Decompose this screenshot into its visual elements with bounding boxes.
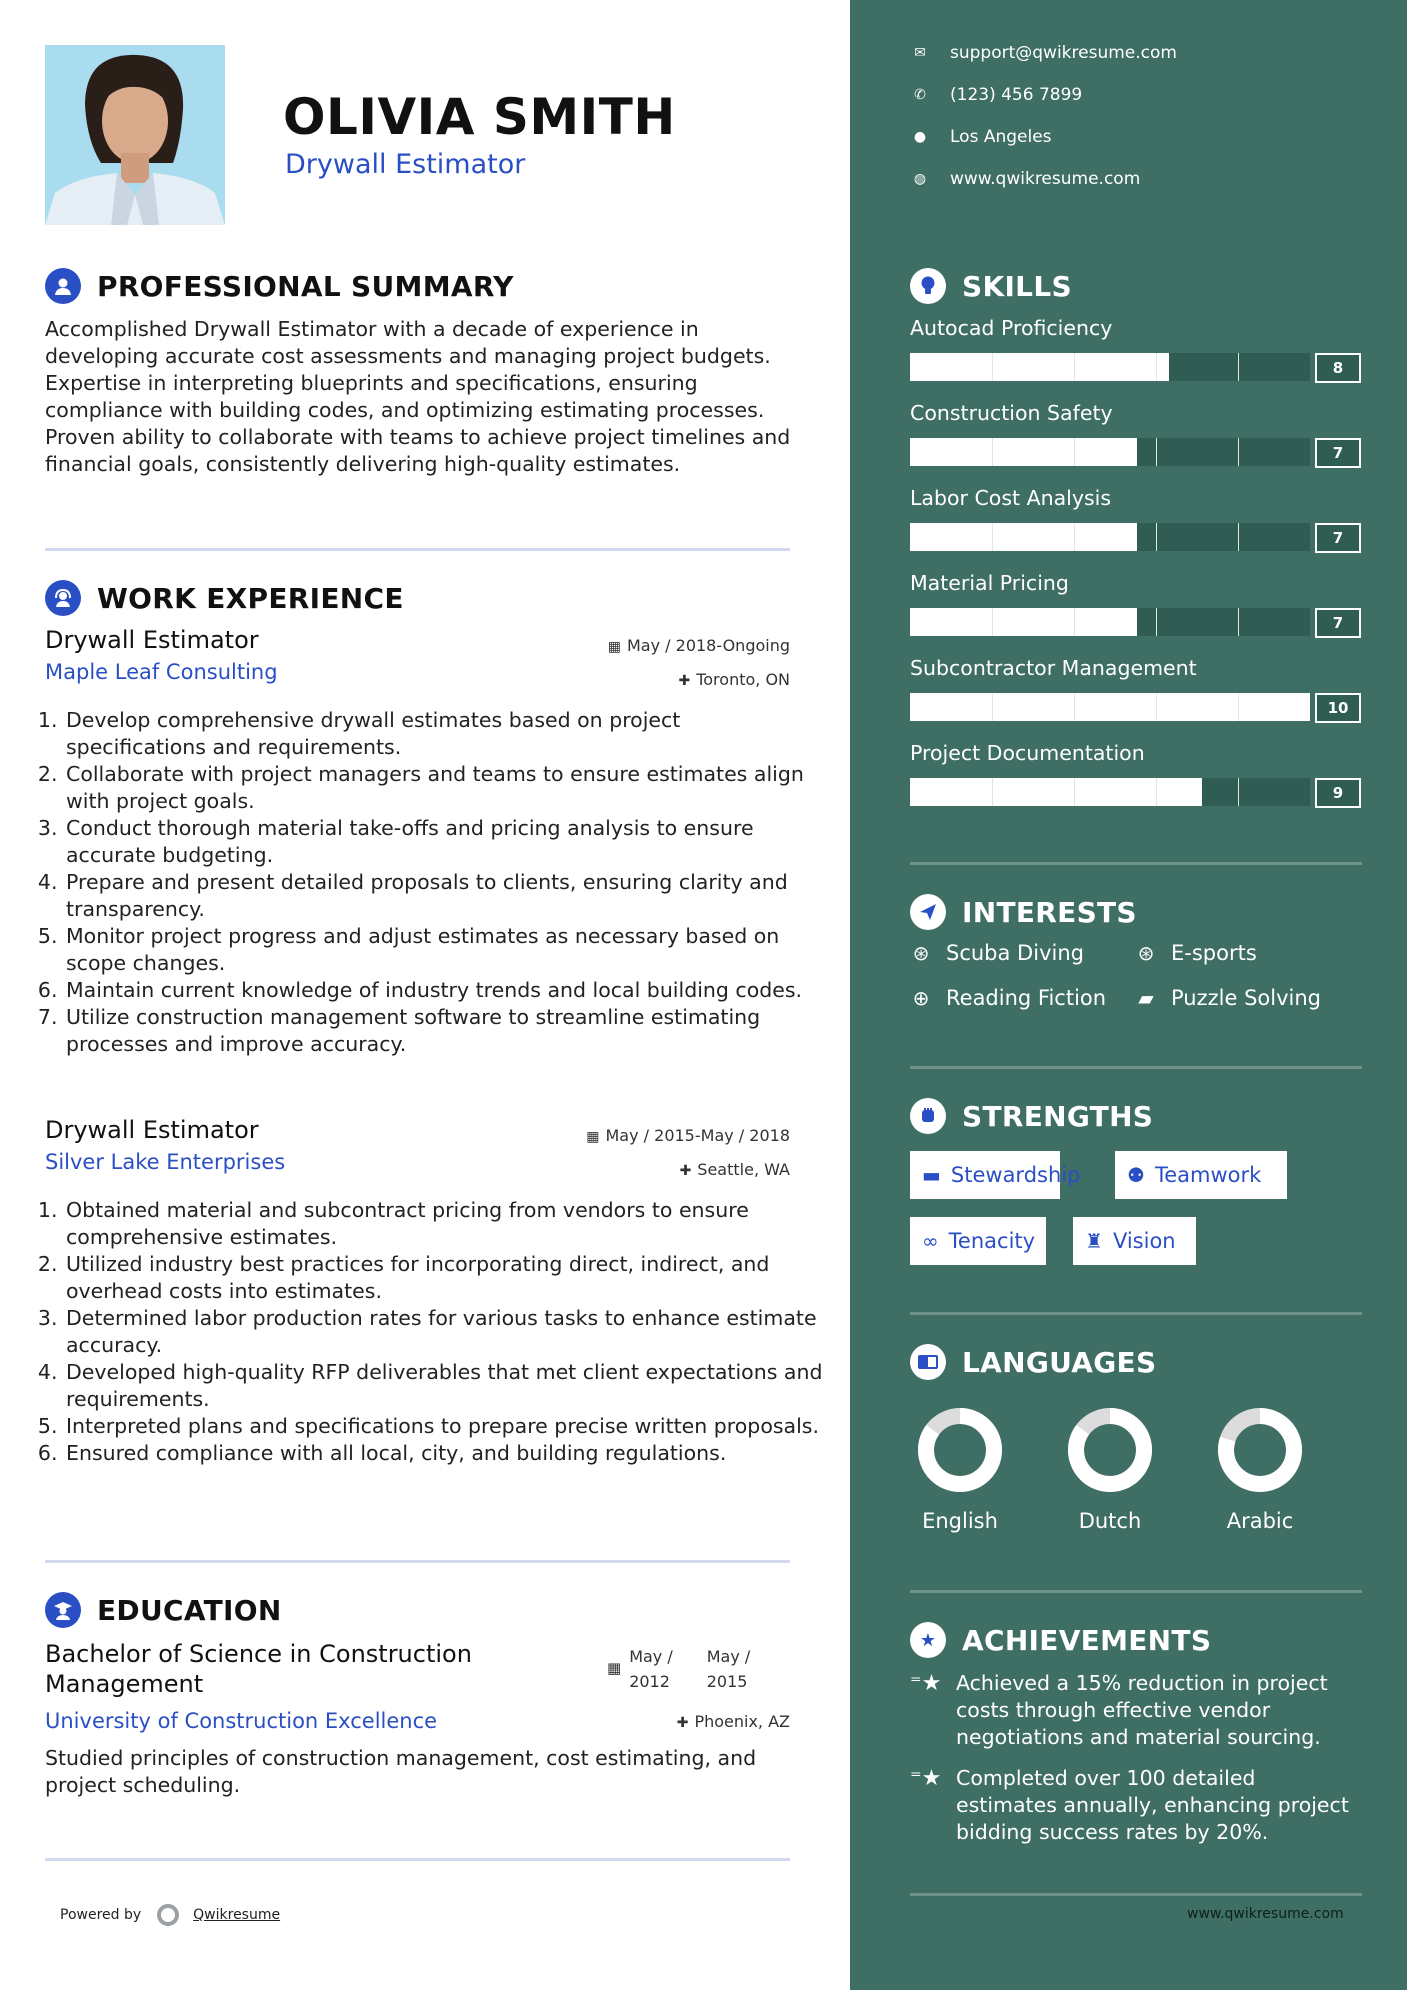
gamepad-icon: ⊕ bbox=[912, 986, 930, 1010]
job-entry bbox=[45, 626, 790, 689]
calendar-icon: ▦ bbox=[607, 1659, 622, 1677]
contact-email[interactable]: ✉ support@qwikresume.com bbox=[910, 43, 1177, 63]
skill-bar-segment bbox=[992, 353, 993, 381]
skill-score: 10 bbox=[1315, 693, 1361, 723]
languages-title: LANGUAGES bbox=[962, 1345, 1157, 1379]
duty-item: 7. Utilize construction management software to streamline estimating processes and improve accuracy. bbox=[64, 1004, 824, 1058]
lightbulb-icon bbox=[910, 268, 946, 304]
job-dates: ▦ May / 2018-Ongoing bbox=[607, 636, 790, 655]
skill-bar-segment bbox=[1238, 778, 1239, 806]
section-divider bbox=[910, 1312, 1362, 1315]
skill-score: 9 bbox=[1315, 778, 1361, 808]
skill-name: Labor Cost Analysis bbox=[910, 486, 1112, 510]
section-divider bbox=[45, 1858, 790, 1861]
skill-bar-segment bbox=[1156, 438, 1157, 466]
envelope-icon: ✉ bbox=[914, 45, 926, 61]
calendar-icon: ▦ bbox=[586, 1129, 600, 1145]
language-item bbox=[1050, 1405, 1170, 1533]
skill-name: Project Documentation bbox=[910, 741, 1145, 765]
skill-bar-segment bbox=[1074, 778, 1075, 806]
skill-score: 7 bbox=[1315, 608, 1361, 638]
duty-item: 5. Interpreted plans and specifications to prepare precise written proposals. bbox=[64, 1413, 824, 1440]
skill-score: 7 bbox=[1315, 523, 1361, 553]
link-icon: ∞ bbox=[922, 1229, 939, 1253]
language-donut bbox=[1215, 1405, 1305, 1495]
skill-bar-segment bbox=[1238, 438, 1239, 466]
language-item bbox=[900, 1405, 1020, 1533]
lifebuoy-icon: ⊛ bbox=[1137, 941, 1155, 965]
pin-icon: ✚ bbox=[676, 1715, 689, 1731]
summary-header bbox=[45, 268, 514, 304]
duty-item: 5. Monitor project progress and adjust estimates as necessary based on scope changes. bbox=[64, 923, 824, 977]
language-name: Arabic bbox=[1226, 1509, 1294, 1533]
duty-item: 2. Collaborate with project managers and teams to ensure estimates align with project goals. bbox=[64, 761, 824, 815]
skill-bar-segment bbox=[1156, 693, 1157, 721]
education-title: EDUCATION bbox=[97, 1593, 282, 1627]
paper-plane-icon bbox=[910, 894, 946, 930]
fist-icon bbox=[910, 1098, 946, 1134]
work-header bbox=[45, 580, 404, 616]
work-title: WORK EXPERIENCE bbox=[97, 581, 404, 615]
duty-item: 4. Prepare and present detailed proposals to clients, ensuring clarity and transparency. bbox=[64, 869, 824, 923]
calendar-icon: ▦ bbox=[607, 639, 621, 655]
candidate-role: Drywall Estimator bbox=[285, 149, 526, 180]
job-entry bbox=[45, 1116, 790, 1179]
language-donut bbox=[915, 1405, 1005, 1495]
section-divider bbox=[910, 1893, 1362, 1896]
skills-title: SKILLS bbox=[962, 269, 1072, 303]
education-header bbox=[45, 1592, 282, 1628]
skill-bar-fill bbox=[910, 693, 1310, 721]
strength-tag: ▬ Stewardship bbox=[910, 1151, 1060, 1199]
star-icon: ★ bbox=[910, 1622, 946, 1658]
duty-item: 3. Conduct thorough material take-offs and pricing analysis to ensure accurate budgeting. bbox=[64, 815, 824, 869]
section-divider bbox=[910, 1590, 1362, 1593]
language-name: English bbox=[922, 1509, 998, 1533]
language-icon bbox=[910, 1344, 946, 1380]
interest-item: ⊕ Reading Fiction bbox=[910, 986, 1106, 1010]
interest-item: ▰ Puzzle Solving bbox=[1135, 986, 1321, 1010]
school-name: University of Construction Excellence bbox=[45, 1709, 438, 1733]
job-dates: ▦ May / 2015-May / 2018 bbox=[586, 1126, 790, 1145]
skill-bar-segment bbox=[1074, 438, 1075, 466]
duty-item: 6. Ensured compliance with all local, city, and building regulations. bbox=[64, 1440, 824, 1467]
pin-icon: ✚ bbox=[679, 1163, 692, 1179]
skill-bar-fill bbox=[910, 353, 1169, 381]
skill-score: 8 bbox=[1315, 353, 1361, 383]
skill-bar bbox=[910, 523, 1310, 551]
lifebuoy-icon: ⊛ bbox=[912, 941, 930, 965]
powered-by: Powered by Qwikresume bbox=[60, 1904, 280, 1926]
skill-name: Construction Safety bbox=[910, 401, 1113, 425]
skill-bar-segment bbox=[1238, 523, 1239, 551]
user-icon bbox=[45, 268, 81, 304]
contact-location: ● Los Angeles bbox=[910, 127, 1052, 147]
achievements-header bbox=[910, 1622, 1211, 1658]
skill-bar-segment bbox=[1156, 778, 1157, 806]
strength-tag: ♜ Vision bbox=[1073, 1217, 1196, 1265]
section-divider bbox=[45, 548, 790, 551]
interest-item: ⊛ E-sports bbox=[1135, 941, 1257, 965]
interests-title: INTERESTS bbox=[962, 895, 1137, 929]
interests-header bbox=[910, 894, 1137, 930]
sidebar bbox=[850, 0, 1407, 1990]
interest-item: ⊛ Scuba Diving bbox=[910, 941, 1084, 965]
strengths-title: STRENGTHS bbox=[962, 1099, 1154, 1133]
duty-item: 6. Maintain current knowledge of industry trends and local building codes. bbox=[64, 977, 824, 1004]
skill-bar-segment bbox=[1074, 608, 1075, 636]
skill-bar-fill bbox=[910, 608, 1137, 636]
skill-bar bbox=[910, 693, 1310, 721]
footer-website[interactable]: www.qwikresume.com bbox=[1187, 1906, 1344, 1922]
phone-icon: ✆ bbox=[914, 87, 926, 103]
strengths-header bbox=[910, 1098, 1153, 1134]
skill-bar-segment bbox=[1156, 523, 1157, 551]
skill-bar-segment bbox=[992, 778, 993, 806]
skill-bar-segment bbox=[1074, 353, 1075, 381]
skill-bar-segment bbox=[1238, 693, 1239, 721]
skill-bar-segment bbox=[992, 608, 993, 636]
skills-header bbox=[910, 268, 1072, 304]
education-location: ✚ Phoenix, AZ bbox=[676, 1712, 790, 1731]
globe-icon: ◍ bbox=[913, 171, 927, 187]
shooting-star-icon: ⁼★ bbox=[910, 1766, 942, 1791]
language-item bbox=[1200, 1405, 1320, 1533]
job-duties bbox=[38, 1197, 824, 1467]
strength-tag: ⚉ Teamwork bbox=[1115, 1151, 1287, 1199]
education-description: Studied principles of construction management, cost estimating, and project scheduling. bbox=[45, 1746, 757, 1797]
summary-text: Accomplished Drywall Estimator with a decade of experience in developing accurate cost assessments and managing project budgets. Expertise in interpreting blueprints and specifications, ensuring compliance with building codes, and optimizing estimating processes. Proven ability to collaborate with teams to achieve project timelines and financial goals, consistently delivering high-quality estimates. bbox=[45, 317, 791, 476]
skill-bar-segment bbox=[992, 438, 993, 466]
education-dates: ▦ May / 2012 May / 2015 bbox=[607, 1644, 750, 1694]
summary-title: PROFESSIONAL SUMMARY bbox=[97, 269, 514, 303]
skill-bar-segment bbox=[1238, 353, 1239, 381]
degree-title: Bachelor of Science in Construction Management bbox=[45, 1640, 472, 1698]
skill-bar-fill bbox=[910, 523, 1137, 551]
map-pin-icon: ● bbox=[913, 129, 927, 145]
brand-link[interactable]: Qwikresume bbox=[193, 1907, 281, 1923]
skill-bar bbox=[910, 608, 1310, 636]
skill-score: 7 bbox=[1315, 438, 1361, 468]
job-title: Drywall Estimator bbox=[45, 1116, 259, 1144]
language-name: Dutch bbox=[1078, 1509, 1142, 1533]
skill-bar bbox=[910, 778, 1310, 806]
skill-bar-segment bbox=[1156, 353, 1157, 381]
achievement-item: ⁼★ Completed over 100 detailed estimates annually, enhancing project bidding success rates by 20%. bbox=[910, 1766, 1349, 1844]
briefcase-icon: ▬ bbox=[922, 1163, 941, 1187]
skill-bar-fill bbox=[910, 438, 1137, 466]
section-divider bbox=[910, 862, 1362, 865]
job-location: ✚ Toronto, ON bbox=[678, 670, 790, 689]
duty-item: 3. Determined labor production rates for various tasks to enhance estimate accuracy. bbox=[64, 1305, 824, 1359]
shooting-star-icon: ⁼★ bbox=[910, 1671, 942, 1696]
pin-icon: ✚ bbox=[678, 673, 691, 689]
language-donut bbox=[1065, 1405, 1155, 1495]
job-company: Silver Lake Enterprises bbox=[45, 1150, 286, 1174]
job-duties bbox=[38, 707, 824, 1058]
job-title: Drywall Estimator bbox=[45, 626, 259, 654]
skill-name: Material Pricing bbox=[910, 571, 1069, 595]
skill-bar-segment bbox=[1074, 693, 1075, 721]
skill-bar-fill bbox=[910, 778, 1202, 806]
skill-bar-segment bbox=[1156, 608, 1157, 636]
headset-icon bbox=[45, 580, 81, 616]
job-location: ✚ Seattle, WA bbox=[679, 1160, 790, 1179]
skill-bar-segment bbox=[992, 693, 993, 721]
book-icon: ▰ bbox=[1138, 986, 1154, 1010]
graduate-icon bbox=[45, 1592, 81, 1628]
duty-item: 2. Utilized industry best practices for incorporating direct, indirect, and overhead costs into estimates. bbox=[64, 1251, 824, 1305]
skill-bar-segment bbox=[1074, 523, 1075, 551]
strength-tag: ∞ Tenacity bbox=[910, 1217, 1046, 1265]
qwikresume-logo-icon bbox=[157, 1904, 179, 1926]
skill-bar bbox=[910, 353, 1310, 381]
job-company: Maple Leaf Consulting bbox=[45, 660, 278, 684]
candidate-name: OLIVIA SMITH bbox=[283, 88, 676, 146]
profile-photo bbox=[45, 45, 225, 225]
languages-header bbox=[910, 1344, 1156, 1380]
contact-phone: ✆ (123) 456 7899 bbox=[910, 85, 1082, 105]
duty-item: 4. Developed high-quality RFP deliverables that met client expectations and requirements. bbox=[64, 1359, 824, 1413]
skill-bar bbox=[910, 438, 1310, 466]
duty-item: 1. Obtained material and subcontract pricing from vendors to ensure comprehensive estimates. bbox=[64, 1197, 824, 1251]
achievements-title: ACHIEVEMENTS bbox=[962, 1623, 1212, 1657]
section-divider bbox=[910, 1066, 1362, 1069]
section-divider bbox=[45, 1560, 790, 1563]
skill-name: Autocad Proficiency bbox=[910, 316, 1113, 340]
skill-bar-segment bbox=[1238, 608, 1239, 636]
achievement-item: ⁼★ Achieved a 15% reduction in project costs through effective vendor negotiations and material sourcing. bbox=[910, 1671, 1328, 1749]
skill-bar-segment bbox=[992, 523, 993, 551]
users-icon: ⚉ bbox=[1127, 1163, 1145, 1187]
contact-website[interactable]: ◍ www.qwikresume.com bbox=[910, 169, 1140, 189]
skill-name: Subcontractor Management bbox=[910, 656, 1197, 680]
duty-item: 1. Develop comprehensive drywall estimates based on project specifications and requirements. bbox=[64, 707, 824, 761]
binoculars-icon: ♜ bbox=[1085, 1229, 1103, 1253]
